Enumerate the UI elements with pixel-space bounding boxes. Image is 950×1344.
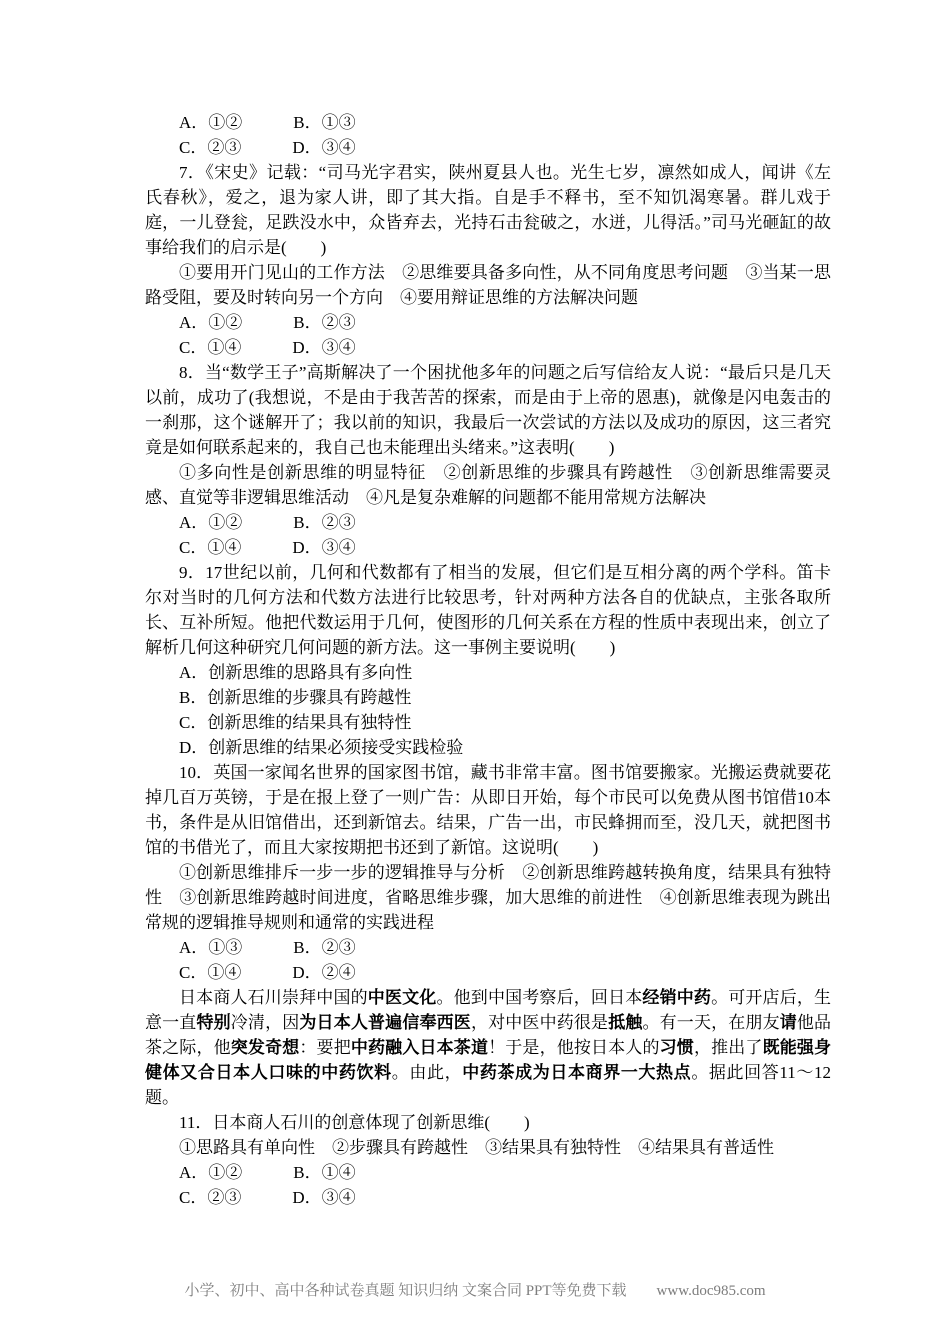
passage-segment: 。由此， — [391, 1063, 463, 1082]
question-9-option-b: B．创新思维的步骤具有跨越性 — [179, 688, 412, 707]
footer-text: 小学、初中、高中各种试卷真题 知识归纳 文案合同 PPT等免费下载 — [184, 1283, 627, 1299]
passage-highlight: 为日本人普遍信奉西医 — [299, 1013, 471, 1032]
question-7-answers-cd: C．①④ D．③④ — [179, 338, 356, 357]
question-9-option-d: D．创新思维的结果必须接受实践检验 — [179, 738, 464, 757]
question-8-stem: 8．当“数学王子”高斯解决了一个困扰他多年的问题之后写信给友人说：“最后只是几天以前，成功了(我想说，不是由于我苦苦的探索，而是由于上帝的恩惠)，就像是闪电轰击的一刹那，这个谜解开了；我以前的知识，我最后一次尝试的方法以及成功的原因，这三者究竟是如何联系起来的，我自己也未能理出头绪来。”这表明( ) — [145, 363, 831, 457]
question-7-statements: ①要用开门见山的工作方法 ②思维要具备多向性，从不同角度思考问题 ③当某一思路受阻，要及时转向另一个方向 ④要用辩证思维的方法解决问题 — [145, 263, 831, 307]
passage-segment: 冷清，因 — [230, 1013, 300, 1032]
question-10-answers-cd: C．①④ D．②④ — [179, 963, 356, 982]
passage-segment: ！于是，他按日本人的 — [488, 1038, 660, 1057]
question-9-option-a: A．创新思维的思路具有多向性 — [179, 663, 413, 682]
passage-segment: 。可开店后，生意一直 — [145, 988, 832, 1032]
material-passage — [145, 985, 831, 1110]
question-7-answers-ab: A．①② B．②③ — [179, 313, 356, 332]
passage-segment: ，推出了 — [693, 1038, 763, 1057]
passage-segment: 。他到中国考察后，回日本 — [436, 988, 643, 1007]
passage-highlight: 抵触 — [608, 1013, 643, 1032]
question-10-stem: 10．英国一家闻名世界的国家图书馆，藏书非常丰富。图书馆要搬家。光搬运费就要花掉几百万英镑，于是在报上登了一则广告：从即日开始，每个市民可以免费从图书馆借10本书，条件是从旧馆借出，还到新馆去。结果，广告一出，市民蜂拥而至，没几天，就把图书馆的书借光了，而且大家按期把书还到了新馆。这说明( ) — [145, 763, 831, 857]
page-footer — [0, 1280, 950, 1302]
passage-segment: 他品茶之际，他 — [145, 1013, 832, 1057]
question-11-statements: ①思路具有单向性 ②步骤具有跨越性 ③结果具有独特性 ④结果具有普适性 — [179, 1138, 774, 1157]
question-11-stem: 11．日本商人石川的创意体现了创新思维( ) — [179, 1113, 530, 1132]
passage-highlight: 中药茶成为日本商界一大热点 — [462, 1063, 692, 1082]
question-11-answers-cd: C．②③ D．③④ — [179, 1188, 356, 1207]
passage-highlight: 请 — [779, 1013, 797, 1032]
question-11-answers-ab: A．①② B．①④ — [179, 1163, 356, 1182]
document-body — [145, 110, 831, 1210]
passage-segment: 。据此回答11～12题。 — [145, 1063, 832, 1107]
question-10-answers-ab: A．①③ B．②③ — [179, 938, 356, 957]
question-9-option-c: C．创新思维的结果具有独特性 — [179, 713, 412, 732]
passage-highlight: 中医文化 — [367, 988, 437, 1007]
passage-segment: 。有一天，在朋友 — [642, 1013, 780, 1032]
passage-highlight: 中药融入日本茶道 — [350, 1038, 489, 1057]
question-8-answers-cd: C．①④ D．③④ — [179, 538, 356, 557]
passage-highlight: 特别 — [196, 1013, 231, 1032]
question-8-answers-ab: A．①② B．②③ — [179, 513, 356, 532]
footer-site-url: www.doc985.com — [656, 1283, 766, 1299]
passage-segment: 日本商人石川崇拜中国的 — [179, 988, 368, 1007]
passage-highlight: 经销中药 — [642, 988, 712, 1007]
passage-segment: ：要把 — [299, 1038, 351, 1057]
prev-question-answers-cd: C．②③ D．③④ — [179, 138, 356, 157]
question-9-stem: 9．17世纪以前，几何和代数都有了相当的发展，但它们是互相分离的两个学科。笛卡尔对当时的几何方法和代数方法进行比较思考，针对两种方法各自的优缺点，主张各取所长、互补所短。他把代数运用于几何，使图形的几何关系在方程的性质中表现出来，创立了解析几何这种研究几何问题的新方法。这一事例主要说明( ) — [145, 563, 831, 657]
prev-question-answers-ab: A．①② B．①③ — [179, 113, 356, 132]
passage-segment: ，对中医中药很是 — [470, 1013, 609, 1032]
question-8-statements: ①多向性是创新思维的明显特征 ②创新思维的步骤具有跨越性 ③创新思维需要灵感、直觉等非逻辑思维活动 ④凡是复杂难解的问题都不能用常规方法解决 — [145, 463, 831, 507]
question-10-statements: ①创新思维排斥一步一步的逻辑推导与分析 ②创新思维跨越转换角度，结果具有独特性 ③创新思维跨越时间进度，省略思维步骤，加大思维的前进性 ④创新思维表现为跳出常规的逻辑推导规则和通常的实践进程 — [145, 863, 831, 932]
passage-highlight: 既能强身健体又合日本人口味的中药饮料 — [145, 1038, 832, 1082]
passage-highlight: 习惯 — [659, 1038, 694, 1057]
passage-highlight: 突发奇想 — [230, 1038, 300, 1057]
question-7-stem: 7．《宋史》记载：“司马光字君实，陕州夏县人也。光生七岁，凛然如成人，闻讲《左氏春秋》，爱之，退为家人讲，即了其大指。自是手不释书，至不知饥渴寒暑。群儿戏于庭，一儿登瓮，足跌没水中，众皆弃去，光持石击瓮破之，水迸，儿得活。”司马光砸缸的故事给我们的启示是( ) — [145, 163, 831, 257]
